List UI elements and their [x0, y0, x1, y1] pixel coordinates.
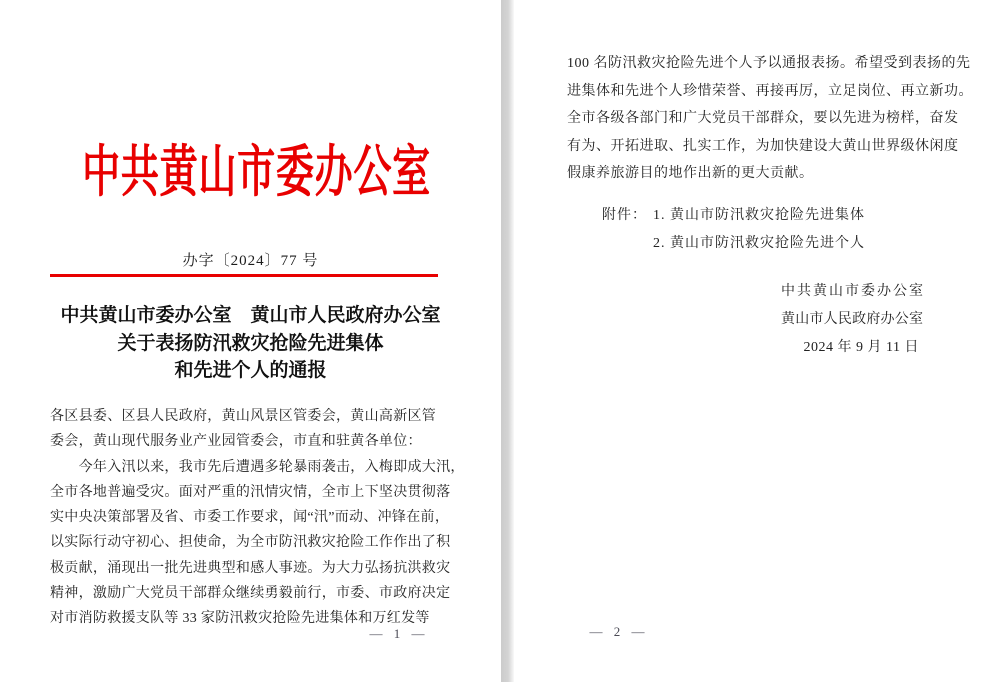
attachment-list — [653, 202, 865, 257]
body-text-line: 精神，激励广大党员干部群众继续勇毅前行，市委、市政府决定 — [50, 586, 451, 602]
signature-org-line: 黄山市人民政府办公室 — [781, 312, 923, 327]
document-title-line: 中共黄山市委办公室 黄山市人民政府办公室 — [60, 305, 441, 326]
body-text-line: 以实际行动守初心、担使命，为全市防汛救灾抢险工作作出了积 — [50, 535, 451, 551]
signature-orgs — [781, 278, 923, 334]
document-page-1 — [0, 0, 501, 682]
body-text-line: 委会，黄山现代服务业产业园管委会，市直和驻黄各单位： — [50, 434, 422, 450]
body-text-page-2 — [567, 50, 979, 188]
document-number: 办字〔2024〕77 号 — [182, 253, 319, 269]
attachment-block — [602, 202, 865, 257]
body-text-line: 各区县委、区县人民政府，黄山风景区管委会，黄山高新区管 — [50, 409, 437, 424]
page-number-2: — 2 — — [589, 624, 649, 639]
body-text-line: 全市各地普遍受灾。面对严重的汛情灾情，全市上下坚决贯彻落 — [50, 484, 451, 500]
body-text-page-1 — [50, 404, 465, 632]
letterhead-title: 中共黄山市委办公室 — [82, 142, 431, 204]
signature-org-line: 中共黄山市委办公室 — [781, 284, 923, 299]
attachment-label: 附件： — [602, 208, 647, 223]
body-text-line: 全市各级各部门和广大党员干部群众，要以先进为榜样，奋发 — [567, 111, 959, 127]
body-text-line: 进集体和先进个人珍惜荣誉、再接再厉，立足岗位、再立新功。 — [567, 83, 973, 99]
letterhead — [0, 141, 501, 205]
red-divider-line — [50, 274, 438, 277]
document-title — [0, 302, 501, 385]
signature-block — [781, 278, 923, 362]
document-title-line: 和先进个人的通报 — [174, 360, 327, 381]
attachment-item: 2. 黄山市防汛救灾抢险先进个人 — [653, 235, 865, 251]
page-number-1: — 1 — — [369, 626, 429, 641]
signature-date: 2024 年 9 月 11 日 — [803, 340, 919, 355]
body-text-line: 100 名防汛救灾抢险先进个人予以通报表扬。希望受到表扬的先 — [567, 56, 971, 71]
body-text-line: 实中央决策部署及省、市委工作要求，闻“汛”而动、冲锋在前， — [50, 510, 450, 526]
body-text-line: 假康养旅游目的地作出新的更大贡献。 — [567, 166, 814, 182]
document-page-2 — [514, 0, 1005, 682]
document-title-line: 关于表扬防汛救灾抢险先进集体 — [117, 332, 384, 354]
body-text-line: 极贡献，涌现出一批先进典型和感人事迹。为大力弘扬抗洪救灾 — [50, 560, 451, 576]
body-text-line: 今年入汛以来，我市先后遭遇多轮暴雨袭击，入梅即成大汛， — [50, 459, 465, 475]
body-text-line: 有为、开拓进取、扎实工作，为加快建设大黄山世界级休闲度 — [567, 138, 959, 154]
body-text-line: 对市消防救援支队等 33 家防汛救灾抢险先进集体和万红发等 — [50, 611, 430, 627]
page-gap — [501, 0, 514, 682]
attachment-item: 1. 黄山市防汛救灾抢险先进集体 — [653, 208, 865, 223]
